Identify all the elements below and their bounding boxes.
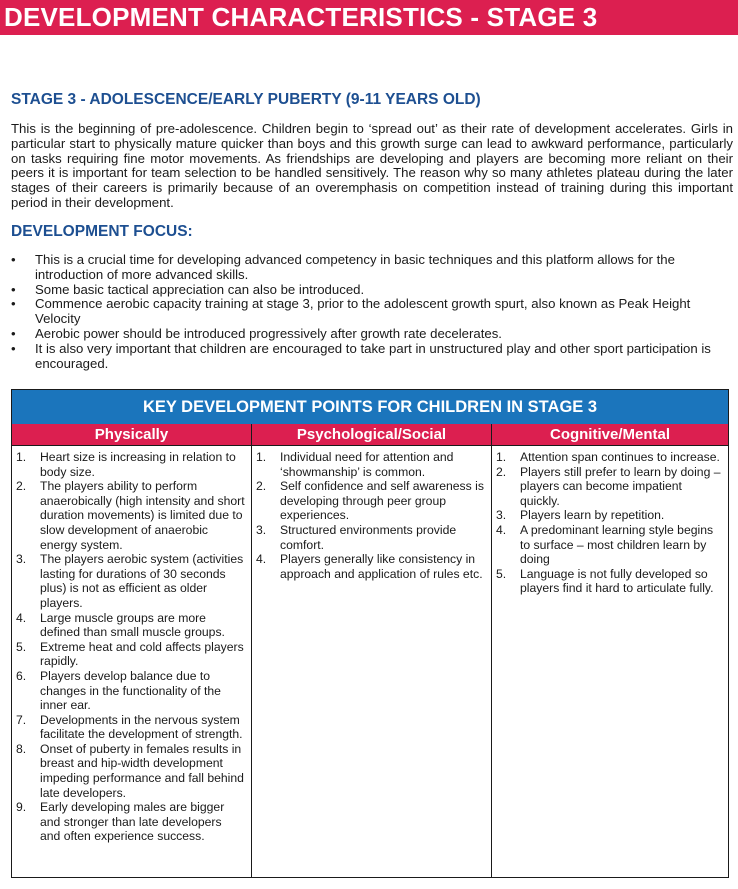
item-text: Large muscle groups are more defined than small muscle groups. (40, 610, 225, 640)
item-number: 5. (16, 639, 27, 654)
item-text: Heart size is increasing in relation to body size. (40, 450, 236, 479)
cognitive-mental-list (492, 446, 728, 596)
physically-list (12, 446, 251, 844)
item-number: 7. (16, 712, 27, 727)
list-item (16, 450, 245, 479)
column-heading: Psychological/Social (252, 424, 491, 446)
column-heading: Physically (12, 424, 251, 446)
list-item (496, 450, 722, 465)
item-number: 2. (256, 479, 267, 494)
item-text: Players generally like consistency in approach and application of rules etc. (280, 552, 483, 581)
focus-item: • It is also very important that children are encouraged to take part in unstructured play and other sport participation is encouraged. (11, 342, 733, 372)
item-number: 3. (256, 522, 267, 537)
column-psychological-social (252, 424, 492, 877)
item-text: Extreme heat and cold affects players rapidly. (40, 639, 244, 669)
item-text: Players develop balance due to changes in the functionality of the inner ear. (40, 668, 221, 713)
item-text: Self confidence and self awareness is developing through peer group experiences. (280, 479, 484, 523)
item-text: Early developing males are bigger and stronger than late developers and often experience success. (40, 800, 225, 844)
focus-item: • Commence aerobic capacity training at stage 3, prior to the adolescent growth spurt, also known as Peak Height Velocity (11, 297, 733, 327)
list-item (496, 567, 722, 596)
list-item (256, 479, 485, 523)
focus-item: • Some basic tactical appreciation can also be introduced. (11, 283, 733, 298)
list-item (16, 669, 245, 713)
list-item (16, 640, 245, 669)
list-item (496, 508, 722, 523)
item-number: 3. (496, 508, 507, 523)
item-number: 9. (16, 800, 27, 815)
item-number: 2. (16, 479, 27, 494)
item-number: 8. (16, 741, 27, 756)
item-number: 3. (16, 552, 27, 567)
list-item (16, 611, 245, 640)
stage-heading: STAGE 3 - ADOLESCENCE/EARLY PUBERTY (9-11 YEARS OLD) (11, 91, 481, 108)
item-number: 6. (16, 668, 27, 683)
item-text: Players still prefer to learn by doing – players can become impatient quickly. (520, 464, 721, 508)
column-physically (12, 424, 252, 877)
item-number: 4. (496, 522, 507, 537)
item-number: 4. (256, 552, 267, 567)
item-text: Onset of puberty in females results in breast and hip-width development impeding performance and fall behind late developers. (40, 741, 244, 800)
page-title: DEVELOPMENT CHARACTERISTICS - STAGE 3 (4, 2, 598, 32)
item-number: 1. (256, 450, 267, 464)
list-item (16, 479, 245, 552)
list-item (16, 713, 245, 742)
item-number: 1. (16, 450, 27, 464)
list-item (256, 523, 485, 552)
list-item (256, 450, 485, 479)
development-focus-heading: DEVELOPMENT FOCUS: (11, 223, 193, 240)
psychological-social-list (252, 446, 491, 581)
focus-item: • This is a crucial time for developing advanced competency in basic techniques and this platform allows for the introduction of more advanced skills. (11, 253, 733, 283)
page-banner (0, 0, 738, 35)
column-cognitive-mental (492, 424, 728, 877)
focus-item: • Aerobic power should be introduced progressively after growth rate decelerates. (11, 327, 733, 342)
item-text: Structured environments provide comfort. (280, 522, 457, 552)
item-text: The players ability to perform anaerobically (high intensity and short duration movements) is limited due to slow development of anaerobic energy system. (40, 479, 245, 552)
item-number: 5. (496, 566, 507, 581)
item-number: 4. (16, 610, 27, 625)
item-number: 1. (496, 450, 507, 464)
list-item (496, 465, 722, 509)
item-text: Individual need for attention and ‘showmanship’ is common. (280, 450, 454, 479)
item-text: Attention span continues to increase. (520, 450, 720, 464)
item-text: A predominant learning style begins to surface – most children learn by doing (520, 522, 714, 567)
key-development-points-table (11, 389, 729, 878)
item-number: 2. (496, 464, 507, 479)
list-item (16, 742, 245, 800)
list-item (16, 800, 245, 844)
item-text: Language is not fully developed so players find it hard to articulate fully. (520, 566, 714, 596)
item-text: Players learn by repetition. (520, 508, 665, 523)
list-item (16, 552, 245, 610)
column-heading: Cognitive/Mental (492, 424, 728, 446)
list-item (256, 552, 485, 581)
item-text: Developments in the nervous system facilitate the development of strength. (40, 712, 243, 742)
key-points-columns (12, 424, 728, 877)
development-focus-list (11, 253, 733, 371)
list-item (496, 523, 722, 567)
item-text: The players aerobic system (activities lasting for durations of 30 seconds plus) is not as efficient as older players. (40, 552, 244, 610)
intro-paragraph: This is the beginning of pre-adolescence. Children begin to ‘spread out’ as their rate of development accelerates. Girls in particular start to physically mature quicker than boys and this growth surge can lead to awkward performance, particularly on tasks requiring fine motor movements. As friendships are developing and players are becoming more reliant on their peers it is important for team selection to be handled sensitively. The reason why so many athletes plateau during the later stages of their careers is primarily because of an overemphasis on competition instead of training during this important period in their development. (11, 121, 733, 210)
key-points-title: KEY DEVELOPMENT POINTS FOR CHILDREN IN STAGE 3 (12, 390, 728, 424)
